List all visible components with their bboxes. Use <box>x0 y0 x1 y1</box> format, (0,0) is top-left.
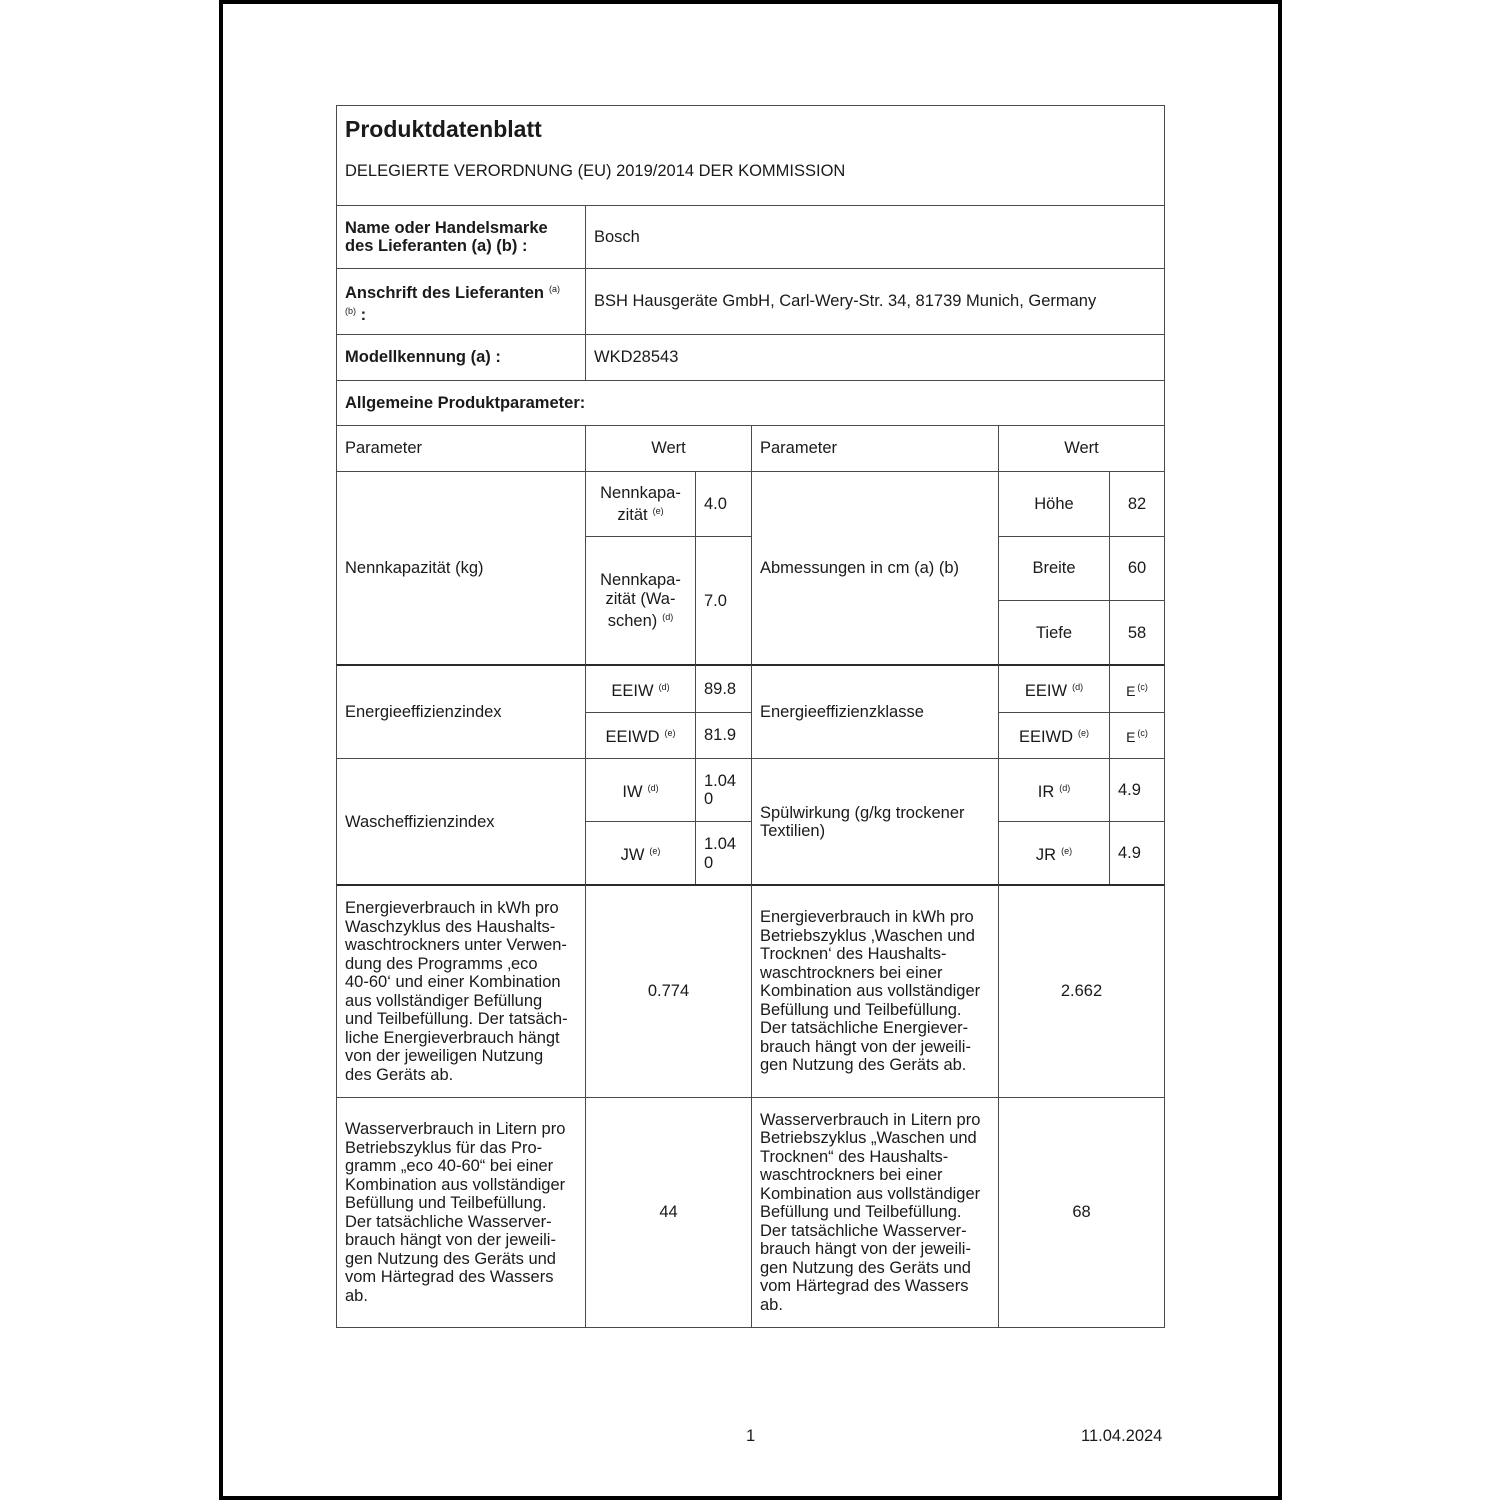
page-number: 1 <box>746 1427 756 1445</box>
wash-index-label: Wascheffizienzindex <box>336 758 586 886</box>
text-line: Kombination aus vollständiger <box>345 1175 566 1194</box>
text-line: waschtrockners unter Verwen- <box>345 936 567 954</box>
text-line: 40-60‘ und einer Kombination <box>345 973 561 991</box>
text-line: Trocknen“ des Haushalts- <box>760 1147 949 1166</box>
text-line: brauch hängt von der jeweili- <box>760 1240 971 1259</box>
ir-label: IR $^{(d)}$ <box>998 758 1110 822</box>
dimension-height-label: Höhe <box>998 471 1110 537</box>
jr-value: 4.9 <box>1109 821 1165 886</box>
text-line: ab. <box>345 1286 368 1305</box>
text-line: vom Härtegrad des Wassers <box>345 1268 554 1286</box>
eeiwd-value: 81.9 <box>695 712 752 759</box>
text-line: dung des Programms ‚eco <box>345 954 538 973</box>
dimension-width-label: Breite <box>998 536 1110 601</box>
jw-value: 1.04 0 <box>695 821 752 886</box>
text-line: von der jeweiligen Nutzung <box>345 1047 544 1065</box>
header-value-right: Wert <box>998 425 1165 472</box>
rinse-label: Spülwirkung (g/kg trockener Textilien) <box>751 758 999 886</box>
text-line: Betriebszyklus ‚Waschen und <box>760 926 975 945</box>
capacity-label: Nennkapazität (kg) <box>336 471 586 666</box>
ir-value: 4.9 <box>1109 758 1165 822</box>
text-line: Befüllung und Teilbefüllung. <box>760 1203 962 1222</box>
document-title: Produktdatenblatt <box>345 116 542 142</box>
water-consumption-washdry-text <box>760 1111 980 1315</box>
text-line: waschtrockners bei einer <box>760 1166 943 1185</box>
model-label: Modellkennung (a) : <box>336 334 586 381</box>
text-line: Trocknen‘ des Haushalts- <box>760 945 947 964</box>
general-section-title: Allgemeine Produktparameter: <box>336 380 1165 426</box>
text-line: aus vollständiger Befüllung <box>345 991 543 1010</box>
eeiw-value: 89.8 <box>695 664 752 713</box>
text-line: Wasserverbrauch in Litern pro <box>345 1120 566 1138</box>
text-line: Betriebszyklus „Waschen und <box>760 1129 977 1148</box>
class-eeiwd-value: E $^{(c)}$ <box>1109 712 1165 759</box>
jr-label: JR $^{(e)}$ <box>998 821 1110 886</box>
text-line: Der tatsächliche Wasserver- <box>760 1221 967 1240</box>
model-value: WKD28543 <box>585 334 1165 381</box>
text-line: ab. <box>760 1295 783 1314</box>
capacity-value-2: 7.0 <box>695 536 752 666</box>
text-line: brauch hängt von der jeweili- <box>760 1037 971 1056</box>
water-consumption-wash-label <box>336 1097 586 1328</box>
water-consumption-wash-value: 44 <box>585 1097 752 1328</box>
water-consumption-wash-text <box>345 1120 565 1305</box>
energy-consumption-washdry-label <box>751 884 999 1098</box>
supplier-address-label: Anschrift des Lieferanten $^{(a)}$ $^{(b)}$ : <box>336 268 586 335</box>
text-line: Der tatsächliche Energiever- <box>760 1019 969 1038</box>
energy-index-label: Energieeffizienzindex <box>336 664 586 759</box>
text-line: Kombination aus vollständiger <box>760 1184 981 1203</box>
header-parameter-right: Parameter <box>751 425 999 472</box>
energy-consumption-wash-label <box>336 884 586 1098</box>
jw-label: JW $^{(e)}$ <box>585 821 696 886</box>
text-line: gen Nutzung des Geräts und <box>760 1258 971 1277</box>
footer-date: 11.04.2024 <box>1081 1427 1163 1445</box>
text-line: Betriebszyklus für das Pro- <box>345 1138 543 1157</box>
header-block <box>336 105 1165 206</box>
text-line: Kombination aus vollständiger <box>760 982 981 1001</box>
class-eeiw-label: EEIW $^{(d)}$ <box>998 664 1110 713</box>
text-line: brauch hängt von der jeweili- <box>345 1231 556 1249</box>
text-line: gramm „eco 40-60“ bei einer <box>345 1157 554 1175</box>
energy-consumption-washdry-value: 2.662 <box>998 884 1165 1098</box>
capacity-sub-label-2: Nennkapa- zität (Wa- schen) $^{(d)}$ <box>585 536 696 666</box>
text-line: Der tatsächliche Wasserver- <box>345 1212 552 1231</box>
dimension-depth-label: Tiefe <box>998 600 1110 666</box>
supplier-name-label: Name oder Handelsmarke des Lieferanten (a) (b) : <box>336 205 586 269</box>
regulation-text: DELEGIERTE VERORDNUNG (EU) 2019/2014 DER KOMMISSION <box>345 161 846 180</box>
header-value-left: Wert <box>585 425 752 472</box>
iw-value: 1.04 0 <box>695 758 752 822</box>
dimension-depth-value: 58 <box>1109 600 1165 666</box>
dimension-height-value: 82 <box>1109 471 1165 537</box>
text-line: des Geräts ab. <box>345 1065 454 1084</box>
energy-consumption-wash-text <box>345 899 568 1084</box>
text-line: waschtrockners bei einer <box>760 963 943 982</box>
text-line: gen Nutzung des Geräts ab. <box>760 1056 967 1075</box>
text-line: vom Härtegrad des Wassers <box>760 1277 969 1296</box>
iw-label: IW $^{(d)}$ <box>585 758 696 822</box>
text-line: gen Nutzung des Geräts und <box>345 1249 556 1268</box>
supplier-address-value: BSH Hausgeräte GmbH, Carl-Wery-Str. 34, 81739 Munich, Germany <box>585 268 1165 335</box>
text-line: Energieverbrauch in kWh pro <box>760 908 974 927</box>
text-line: und Teilbefüllung. Der tatsäch- <box>345 1010 568 1028</box>
text-line: Wasserverbrauch in Litern pro <box>760 1110 981 1129</box>
dimension-width-value: 60 <box>1109 536 1165 601</box>
text-line: liche Energieverbrauch hängt <box>345 1028 560 1047</box>
energy-consumption-wash-value: 0.774 <box>585 884 752 1098</box>
text-line: Befüllung und Teilbefüllung. <box>760 1000 962 1019</box>
text-line: Energieverbrauch in kWh pro <box>345 899 559 917</box>
eeiw-label: EEIW $^{(d)}$ <box>585 664 696 713</box>
header-parameter-left: Parameter <box>336 425 586 472</box>
text-line: Waschzyklus des Haushalts- <box>345 917 556 936</box>
class-eeiw-value: E $^{(c)}$ <box>1109 664 1165 713</box>
supplier-name-value: Bosch <box>585 205 1165 269</box>
text-line: Befüllung und Teilbefüllung. <box>345 1194 547 1212</box>
energy-class-label: Energieeffizienzklasse <box>751 664 999 759</box>
water-consumption-washdry-label <box>751 1097 999 1328</box>
capacity-value-1: 4.0 <box>695 471 752 537</box>
water-consumption-washdry-value: 68 <box>998 1097 1165 1328</box>
class-eeiwd-label: EEIWD $^{(e)}$ <box>998 712 1110 759</box>
eeiwd-label: EEIWD $^{(e)}$ <box>585 712 696 759</box>
capacity-sub-label-1: Nennkapa- zität $^{(e)}$ <box>585 471 696 537</box>
energy-consumption-washdry-text <box>760 908 980 1075</box>
dimensions-label: Abmessungen in cm (a) (b) <box>751 471 999 666</box>
